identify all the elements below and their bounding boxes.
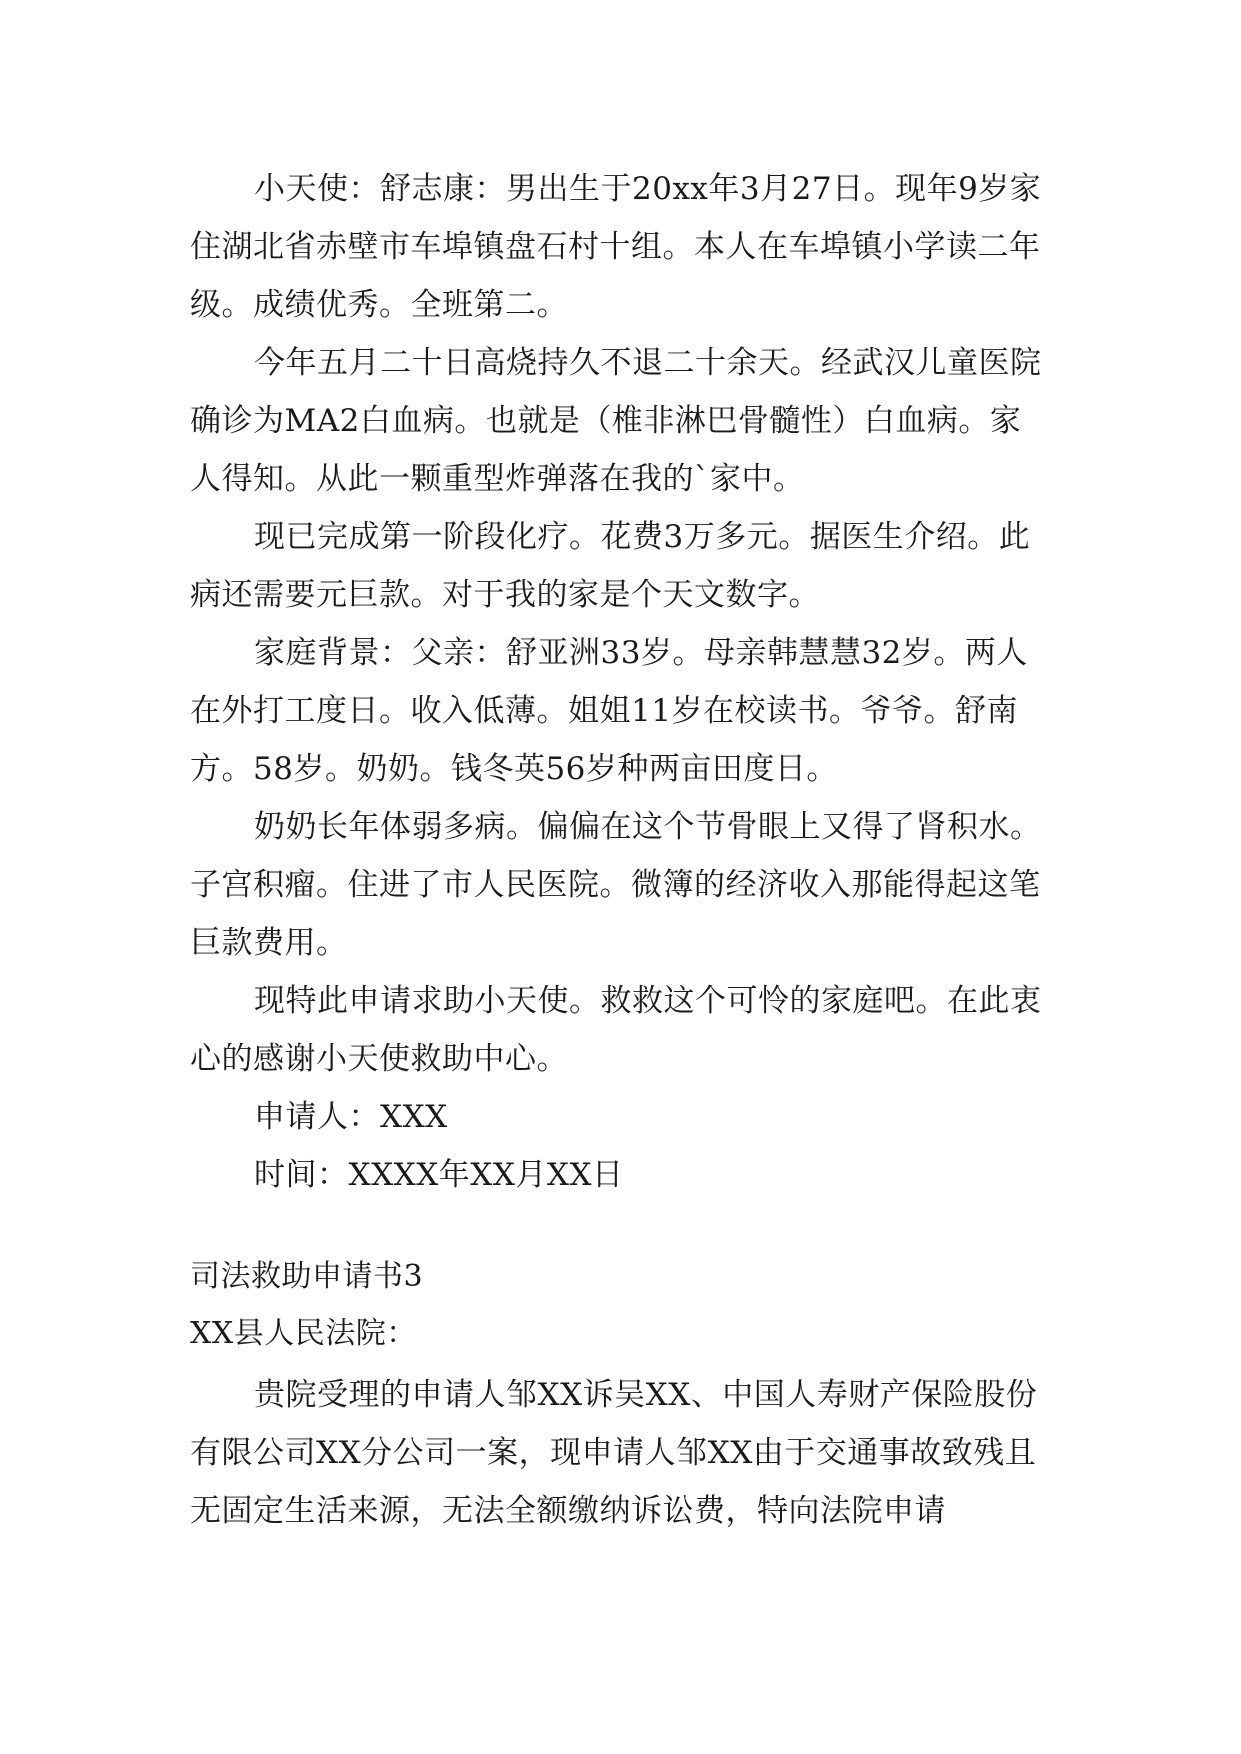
date-line: 时间：XXXX年XX月XX日: [254, 1157, 624, 1193]
addressee-line: XX县人民法院：: [190, 1316, 417, 1351]
paragraph-request: 现特此申请求助小天使。救救这个可怜的家庭吧。在此衷心的感谢小天使救助中心。: [190, 983, 1042, 1077]
applicant-line: 申请人：XXX: [254, 1099, 448, 1135]
paragraph-court-application: 贵院受理的申请人邹XX诉吴XX、中国人寿财产保险股份有限公司XX分公司一案，现申请人邹XX由于交通事故致残且无固定生活来源，无法全额缴纳诉讼费，特向法院申请: [190, 1377, 1038, 1529]
paragraph-family-background: 家庭背景：父亲：舒亚洲33岁。母亲韩慧慧32岁。两人在外打工度日。收入低薄。姐姐11岁在校读书。爷爷。舒南方。58岁。奶奶。钱冬英56岁种两亩田度日。: [190, 635, 1028, 787]
paragraph-diagnosis: 今年五月二十日高烧持久不退二十余天。经武汉儿童医院确诊为MA2白血病。也就是（椎非淋巴骨髓性）白血病。家人得知。从此一颗重型炸弹落在我的`家中。: [190, 345, 1042, 497]
paragraph-intro: 小天使：舒志康：男出生于20xx年3月27日。现年9岁家住湖北省赤壁市车埠镇盘石村十组。本人在车埠镇小学读二年级。成绩优秀。全班第二。: [190, 171, 1042, 323]
section-gap: [190, 1204, 1050, 1252]
paragraph-treatment: 现已完成第一阶段化疗。花费3万多元。据医生介绍。此病还需要元巨款。对于我的家是个天文数字。: [190, 519, 1031, 613]
document-body: [190, 160, 1050, 1540]
paragraph-grandmother: 奶奶长年体弱多病。偏偏在这个节骨眼上又得了肾积水。子宫积瘤。住进了市人民医院。微簿的经济收入那能得起这笔巨款费用。: [190, 809, 1042, 961]
section-title: 司法救助申请书3: [190, 1259, 424, 1294]
